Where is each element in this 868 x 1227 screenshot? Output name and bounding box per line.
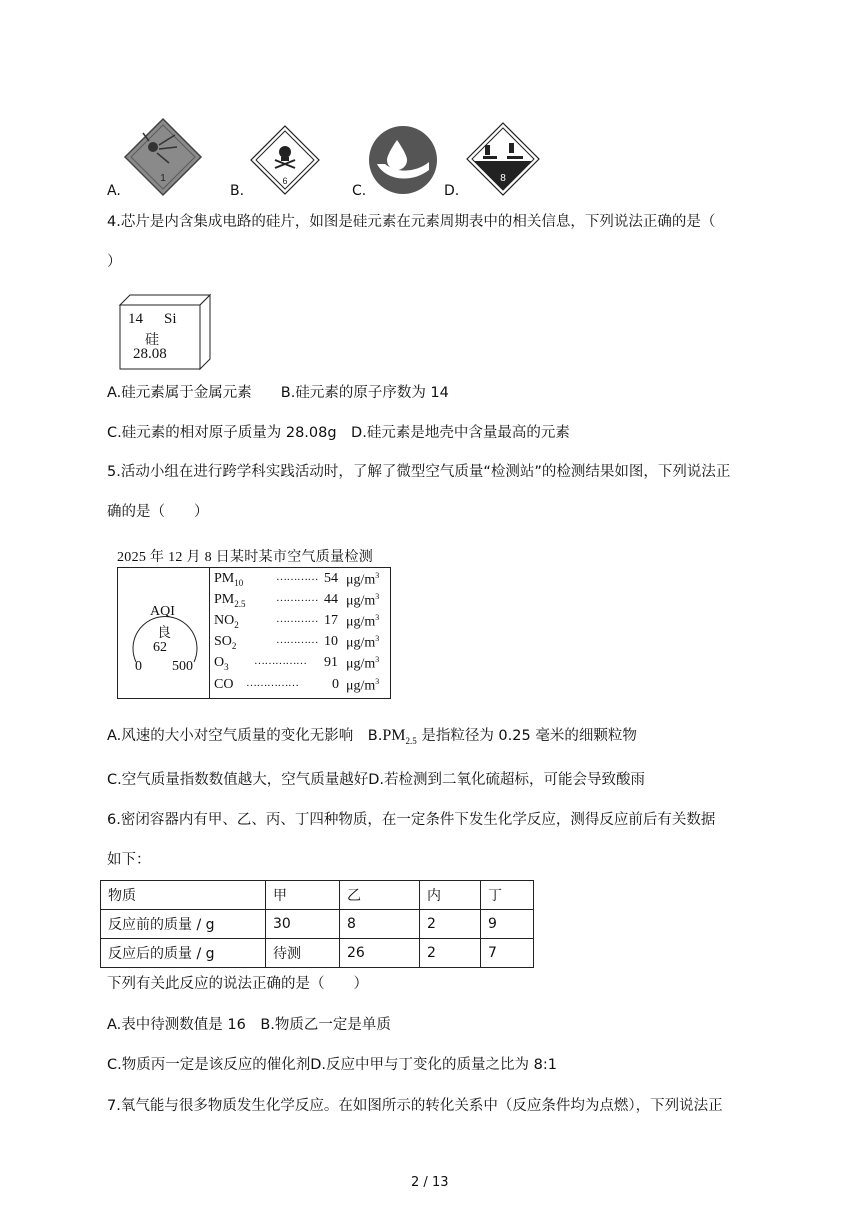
table-cell: 反应后的质量 / g <box>101 939 266 968</box>
pollutant-value: 54 <box>324 571 338 586</box>
unit-text: μg/m <box>346 635 376 651</box>
table-header-row <box>101 881 534 910</box>
table-cell: 2 <box>420 910 481 939</box>
hazard-class-label: 1 <box>160 173 166 184</box>
option-letter: D. <box>444 183 460 199</box>
pollutant-name: PM <box>214 592 235 607</box>
q5-options-line2: C.空气质量指数数值越大，空气质量越好D.若检测到二氧化硫超标，可能会导致酸雨 <box>107 772 646 788</box>
pollutant-unit <box>346 613 379 631</box>
leader-dots: …………… <box>254 655 307 667</box>
pollutant-subscript: 2 <box>234 619 239 630</box>
pollutant-name: O <box>214 655 225 670</box>
element-name: 硅 <box>145 332 159 348</box>
table-cell: 7 <box>481 939 534 968</box>
page-separator: / <box>423 1175 428 1190</box>
pollutant-value: 0 <box>332 677 339 692</box>
aqi-value: 62 <box>153 640 167 655</box>
q5-option-a: A.风速的大小对空气质量的变化无影响 B. <box>107 728 383 744</box>
unit-exponent: 3 <box>375 677 380 686</box>
pollutant-subscript: 10 <box>234 577 244 588</box>
pollutant-value: 44 <box>324 592 338 607</box>
leader-dots: ………… <box>276 571 318 583</box>
header-cell: 乙 <box>340 881 420 910</box>
q5-option-b: 是指粒径为 0.25 毫米的细颗粒物 <box>416 728 637 744</box>
unit-exponent: 3 <box>375 613 380 622</box>
pm-label: PM <box>382 727 406 744</box>
pollutant-unit <box>346 592 379 610</box>
total-pages: 13 <box>431 1175 449 1190</box>
hazard-class-label: 8 <box>500 173 506 184</box>
pollutant-name: NO <box>214 613 235 628</box>
pollutant-subscript: 2.5 <box>234 598 246 609</box>
q6-stem: 6.密闭容器内有甲、乙、丙、丁四种物质，在一定条件下发生化学反应，测得反应前后有关数据 <box>107 812 716 828</box>
table-cell: 8 <box>340 910 420 939</box>
hazard-class-label: 6 <box>282 176 288 186</box>
q5-stem-end: 确的是（ ） <box>107 504 209 520</box>
q6-options-line1: A.表中待测数值是 16 B.物质乙一定是单质 <box>107 1017 391 1033</box>
unit-exponent: 3 <box>375 592 380 601</box>
q4-stem-end: ） <box>107 254 122 270</box>
figure-title: 2025 年 12 月 8 日某时某市空气质量检测 <box>117 550 373 565</box>
unit-text: μg/m <box>346 678 376 694</box>
atomic-number: 14 <box>128 311 143 327</box>
q6-question: 下列有关此反应的说法正确的是（ ） <box>107 976 368 992</box>
table-cell: 9 <box>481 910 534 939</box>
leader-dots: ………… <box>276 634 318 646</box>
option-letter: C. <box>352 183 367 199</box>
header-cell: 甲 <box>266 881 340 910</box>
figure-divider <box>209 567 210 698</box>
q5-stem: 5.活动小组在进行跨学科实践活动时，了解了微型空气质量“检测站”的检测结果如图，下列说法正 <box>107 464 731 480</box>
aqi-max: 500 <box>172 659 193 674</box>
aqi-min: 0 <box>135 659 142 674</box>
pollutant-subscript: 3 <box>224 661 229 672</box>
pollutant-name: CO <box>214 677 234 692</box>
pm-sub: 2.5 <box>405 735 417 746</box>
aqi-grade: 良 <box>157 625 171 641</box>
table-cell: 2 <box>420 939 481 968</box>
pollutant-name: SO <box>214 634 232 649</box>
corrosive-hazard-icon <box>465 121 541 197</box>
option-letter: B. <box>230 183 245 199</box>
unit-text: μg/m <box>346 572 376 588</box>
pollutant-unit <box>346 655 379 673</box>
q5-options-line1 <box>107 726 637 751</box>
explosive-hazard-icon <box>123 117 203 197</box>
unit-text: μg/m <box>346 614 376 630</box>
current-page: 2 <box>411 1175 420 1190</box>
header-cell: 丁 <box>481 881 534 910</box>
table-cell: 30 <box>266 910 340 939</box>
unit-exponent: 3 <box>375 655 380 664</box>
toxic-hazard-icon <box>249 124 321 196</box>
q6-options-line2: C.物质丙一定是该反应的催化剂D.反应中甲与丁变化的质量之比为 8:1 <box>107 1057 557 1073</box>
leader-dots: ………… <box>276 592 318 604</box>
pollutant-name: PM <box>214 571 235 586</box>
leader-dots: …………… <box>246 677 299 689</box>
q4-options-line1: A.硅元素属于金属元素 B.硅元素的原子序数为 14 <box>107 385 449 401</box>
pollutant-subscript: 2 <box>231 640 237 651</box>
table-row <box>101 910 534 939</box>
q4-options-line2: C.硅元素的相对原子质量为 28.08g D.硅元素是地壳中含量最高的元素 <box>107 425 570 441</box>
q4-stem: 4.芯片是内含集成电路的硅片，如图是硅元素在元素周期表中的相关信息，下列说法正确的是（ <box>107 214 716 230</box>
table-cell: 26 <box>340 939 420 968</box>
pollutant-unit <box>346 677 379 695</box>
table-row <box>101 939 534 968</box>
table-cell: 反应前的质量 / g <box>101 910 266 939</box>
pollutant-value: 17 <box>324 613 338 628</box>
header-cell: 物质 <box>101 881 266 910</box>
unit-text: μg/m <box>346 593 376 609</box>
unit-exponent: 3 <box>375 571 380 580</box>
page-number <box>411 1175 449 1190</box>
header-cell: 内 <box>420 881 481 910</box>
pollutant-value: 10 <box>324 634 338 649</box>
mass-table <box>100 880 534 968</box>
pollutant-unit <box>346 634 379 652</box>
aqi-label: AQI <box>150 604 175 619</box>
element-symbol: Si <box>164 311 177 327</box>
water-saving-icon <box>367 124 439 196</box>
q6-stem-end: 如下： <box>107 852 151 868</box>
unit-text: μg/m <box>346 656 376 672</box>
unit-exponent: 3 <box>375 634 380 643</box>
option-letter: A. <box>107 183 121 199</box>
leader-dots: ………… <box>276 613 318 625</box>
table-cell: 待测 <box>266 939 340 968</box>
q7-stem: 7.氧气能与很多物质发生化学反应。在如图所示的转化关系中（反应条件均为点燃），下列说法正 <box>107 1098 723 1114</box>
pollutant-value: 91 <box>324 655 338 670</box>
pollutant-unit <box>346 571 379 589</box>
atomic-mass: 28.08 <box>133 346 167 362</box>
